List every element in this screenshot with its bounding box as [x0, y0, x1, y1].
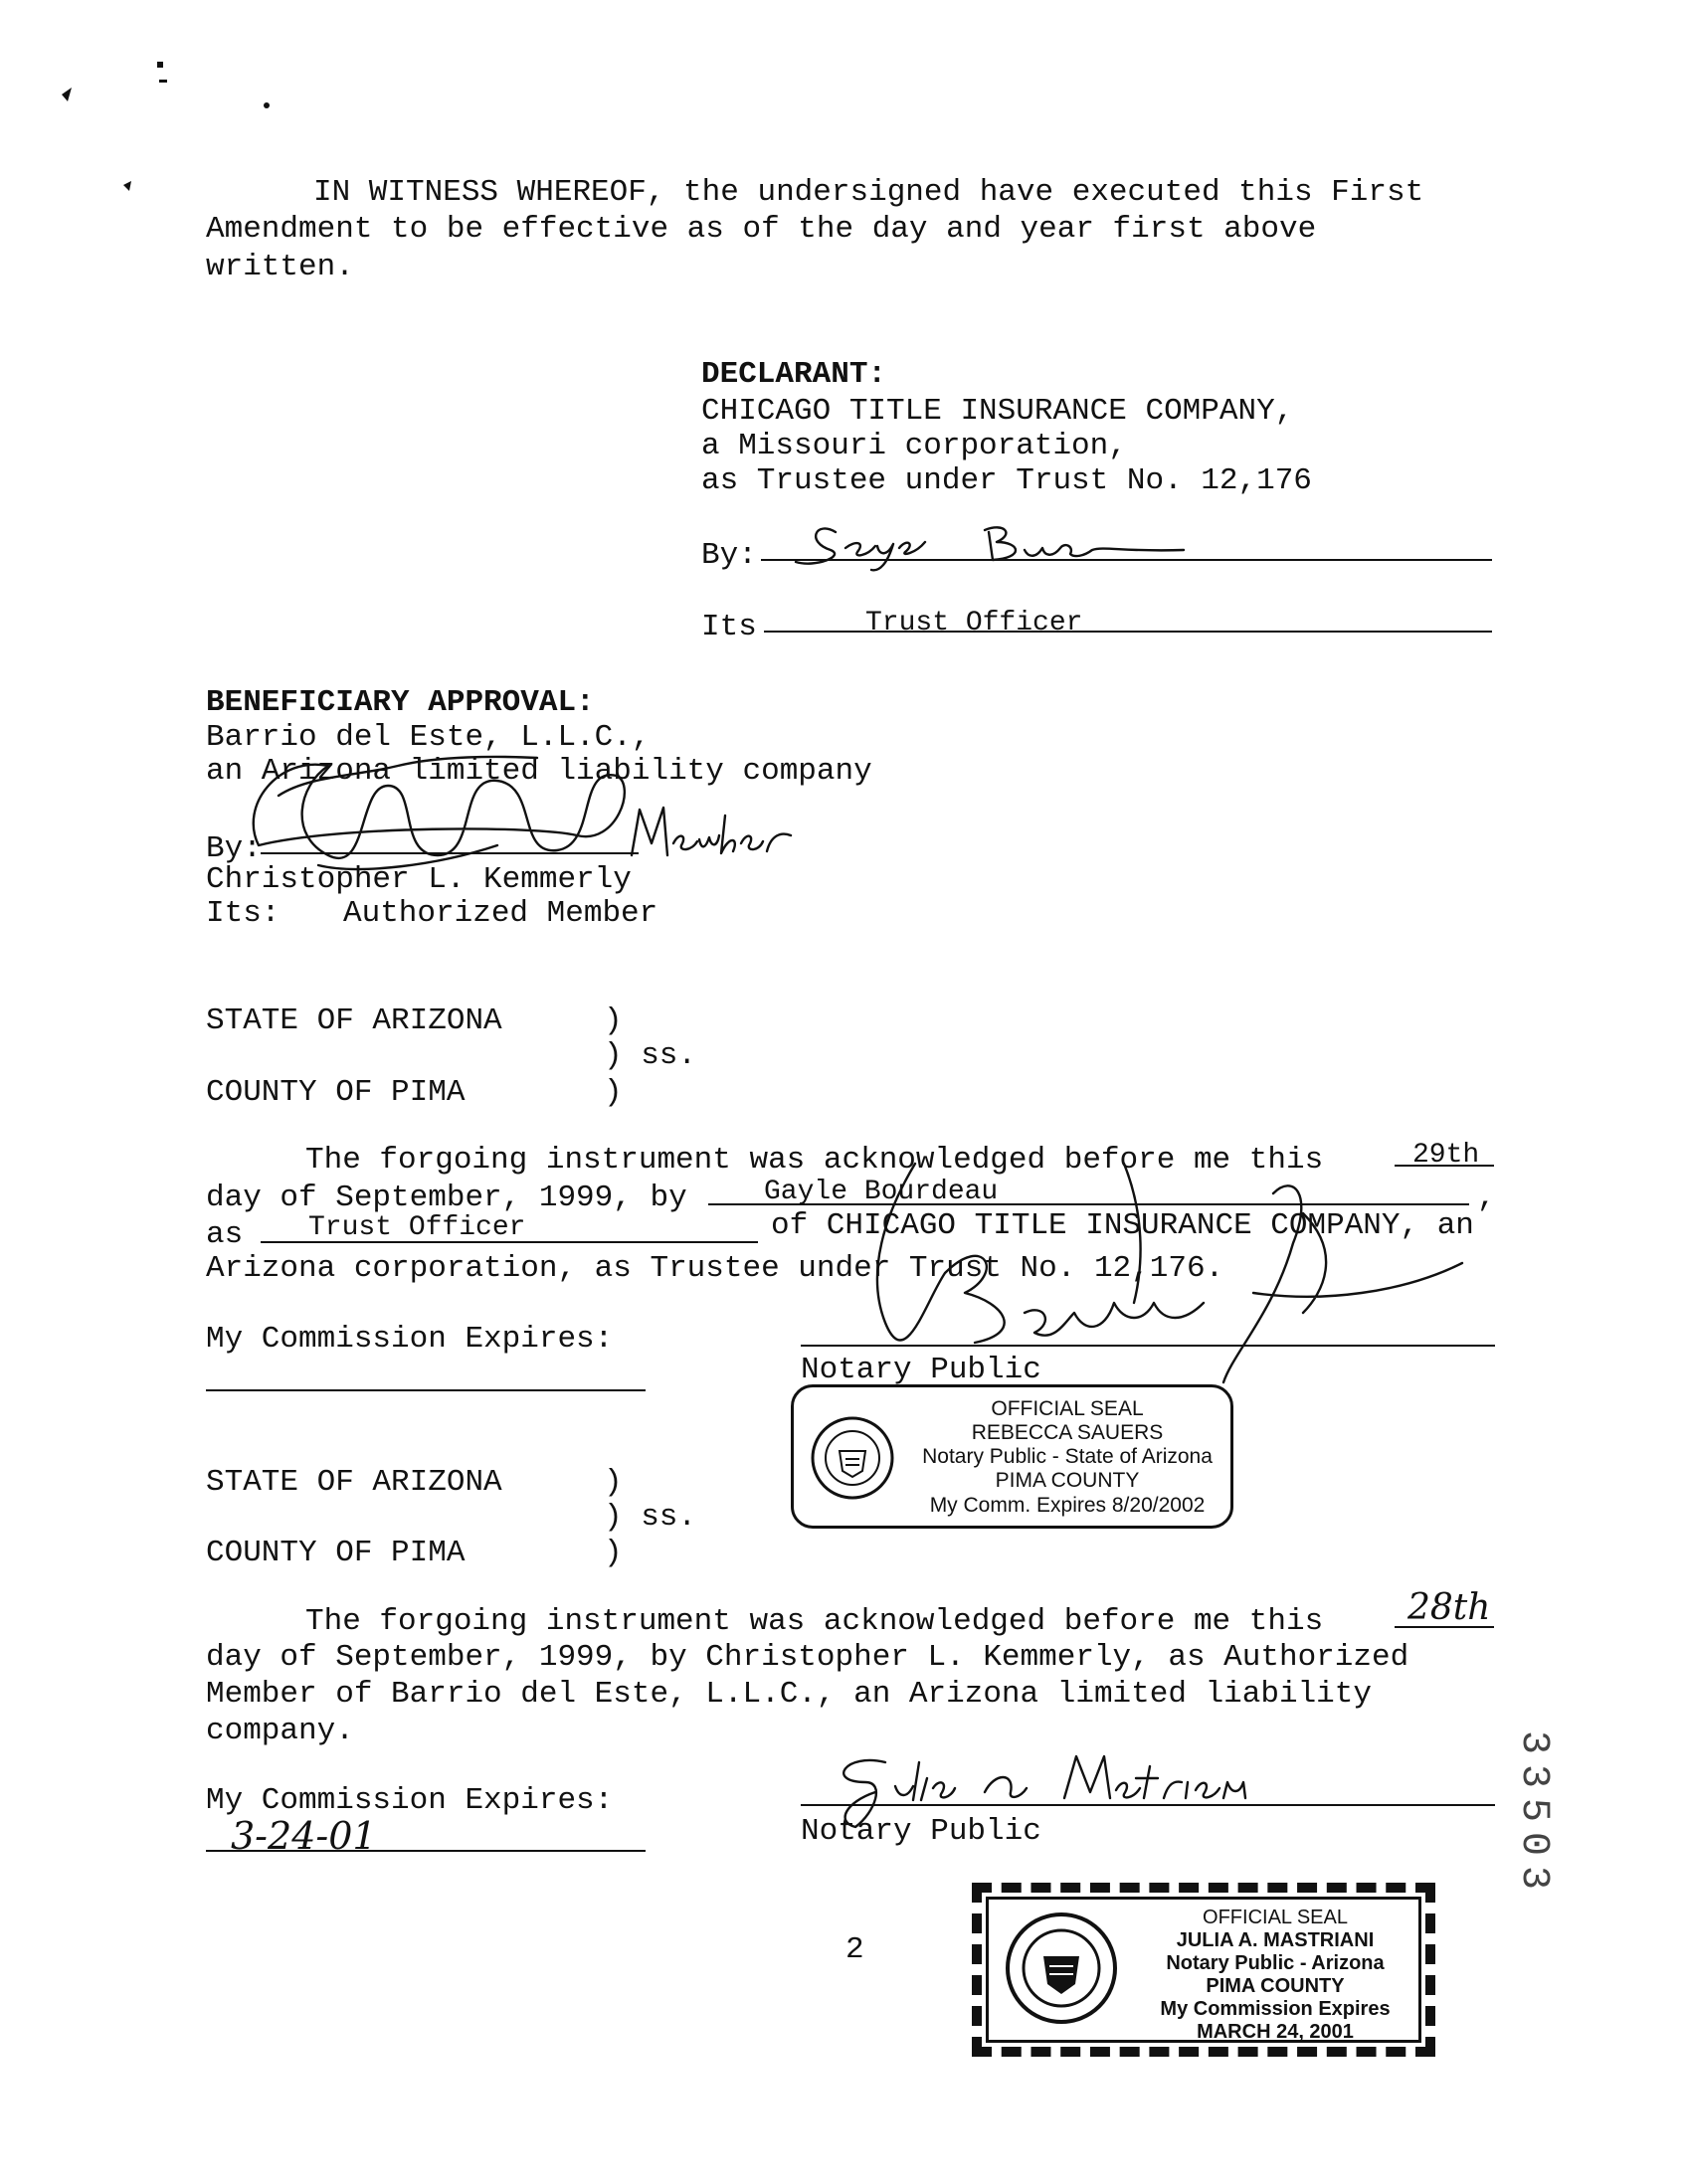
declarant-its-label: Its: [701, 610, 757, 644]
ack2-seal-line-5: My Commission Expires: [1160, 1998, 1391, 2020]
ack2-official-seal: [972, 1883, 1435, 2057]
ack2-seal-line-6: MARCH 24, 2001: [1197, 2021, 1354, 2043]
beneficiary-heading: BENEFICIARY APPROVAL:: [206, 685, 595, 720]
ack1-line-1: The forgoing instrument was acknowledged before me this: [305, 1143, 1324, 1178]
declarant-by-label: By:: [701, 538, 757, 573]
ack1-ss: ) ss.: [604, 1038, 697, 1073]
beneficiary-signer: Christopher L. Kemmerly: [206, 862, 632, 897]
ack2-commission: My Commission Expires:: [206, 1783, 614, 1818]
ack2-day-filled: 28th: [1407, 1587, 1491, 1628]
ack2-ss: ) ss.: [604, 1500, 697, 1535]
ack1-line-3a: as: [206, 1217, 244, 1252]
ack1-day-filled: 29th: [1412, 1140, 1480, 1171]
margin-stamp: 33503: [1511, 1730, 1556, 1901]
ack2-notary: Notary Public: [801, 1814, 1041, 1849]
ack1-paren-2: ): [604, 1075, 623, 1110]
beneficiary-its-label: Its:: [206, 896, 281, 931]
beneficiary-by-label: By:: [206, 831, 262, 866]
ack2-commission-date: 3-24-01: [231, 1814, 377, 1858]
scan-specks: [0, 0, 298, 219]
declarant-trustee: as Trustee under Trust No. 12,176: [701, 463, 1312, 498]
ack1-line-3b: of CHICAGO TITLE INSURANCE COMPANY, an: [771, 1208, 1474, 1243]
declarant-its-value: Trust Officer: [865, 608, 1083, 638]
ack2-state: STATE OF ARIZONA: [206, 1465, 502, 1500]
witness-line-3: written.: [206, 250, 354, 284]
ack2-line-3: Member of Barrio del Este, L.L.C., an Arizona limited liability: [206, 1677, 1372, 1712]
ack1-paren-1: ): [604, 1003, 623, 1038]
ack1-seal-line-1: OFFICIAL SEAL: [991, 1397, 1144, 1420]
declarant-corp: a Missouri corporation,: [701, 429, 1127, 463]
beneficiary-its-value: Authorized Member: [343, 896, 658, 931]
ack1-line-4: Arizona corporation, as Trustee under Trust No. 12,176.: [206, 1251, 1224, 1286]
ack2-line-2: day of September, 1999, by Christopher L. Kemmerly, as Authorized: [206, 1640, 1409, 1675]
page-number: 2: [845, 1932, 864, 1967]
ack1-state: STATE OF ARIZONA: [206, 1003, 502, 1038]
ack1-official-seal: [791, 1384, 1233, 1529]
ack1-commission-line: [206, 1389, 646, 1391]
declarant-heading: DECLARANT:: [701, 357, 887, 392]
ack1-line-2: day of September, 1999, by: [206, 1181, 687, 1215]
ack1-seal-line-4: PIMA COUNTY: [995, 1469, 1140, 1493]
ack1-seal-line-5: My Comm. Expires 8/20/2002: [929, 1493, 1206, 1517]
ack1-seal-line-2: REBECCA SAUERS: [971, 1421, 1164, 1445]
ack2-seal-emblem-icon: [1002, 1909, 1121, 2028]
ack2-seal-line-2: JULIA A. MASTRIANI: [1176, 1929, 1375, 1951]
ack2-paren-1: ): [604, 1465, 623, 1500]
beneficiary-member-handwriting: [622, 796, 821, 865]
ack1-seal-emblem-icon: [808, 1413, 897, 1503]
ack1-notary: Notary Public: [801, 1353, 1041, 1387]
ack2-line-1: The forgoing instrument was acknowledged before me this: [305, 1604, 1324, 1639]
ack1-commission: My Commission Expires:: [206, 1322, 614, 1357]
beneficiary-type: an Arizona limited liability company: [206, 754, 872, 789]
declarant-signature: [776, 512, 1194, 572]
witness-line-1: IN WITNESS WHEREOF, the undersigned have executed this First: [313, 175, 1424, 210]
ack1-name-filled: Gayle Bourdeau: [764, 1177, 999, 1207]
ack2-county: COUNTY OF PIMA: [206, 1536, 466, 1570]
ack1-comma: ,: [1477, 1181, 1496, 1215]
ack1-county: COUNTY OF PIMA: [206, 1075, 466, 1110]
witness-line-2: Amendment to be effective as of the day and year first above: [206, 212, 1317, 247]
ack2-seal-line-3: Notary Public - Arizona: [1166, 1952, 1385, 1974]
ack1-notary-signature: [826, 1154, 1482, 1412]
ack2-notary-signature: [816, 1742, 1373, 1832]
beneficiary-name: Barrio del Este, L.L.C.,: [206, 720, 651, 755]
ack2-seal-line-4: PIMA COUNTY: [1206, 1975, 1345, 1997]
ack2-paren-2: ): [604, 1536, 623, 1570]
ack1-title-filled: Trust Officer: [308, 1212, 526, 1243]
ack2-line-4: company.: [206, 1714, 354, 1748]
ack1-seal-line-3: Notary Public - State of Arizona: [922, 1445, 1213, 1469]
ack2-seal-line-1: OFFICIAL SEAL: [1203, 1907, 1348, 1928]
declarant-company: CHICAGO TITLE INSURANCE COMPANY,: [701, 394, 1294, 429]
ack2-commission-line: [206, 1850, 646, 1852]
